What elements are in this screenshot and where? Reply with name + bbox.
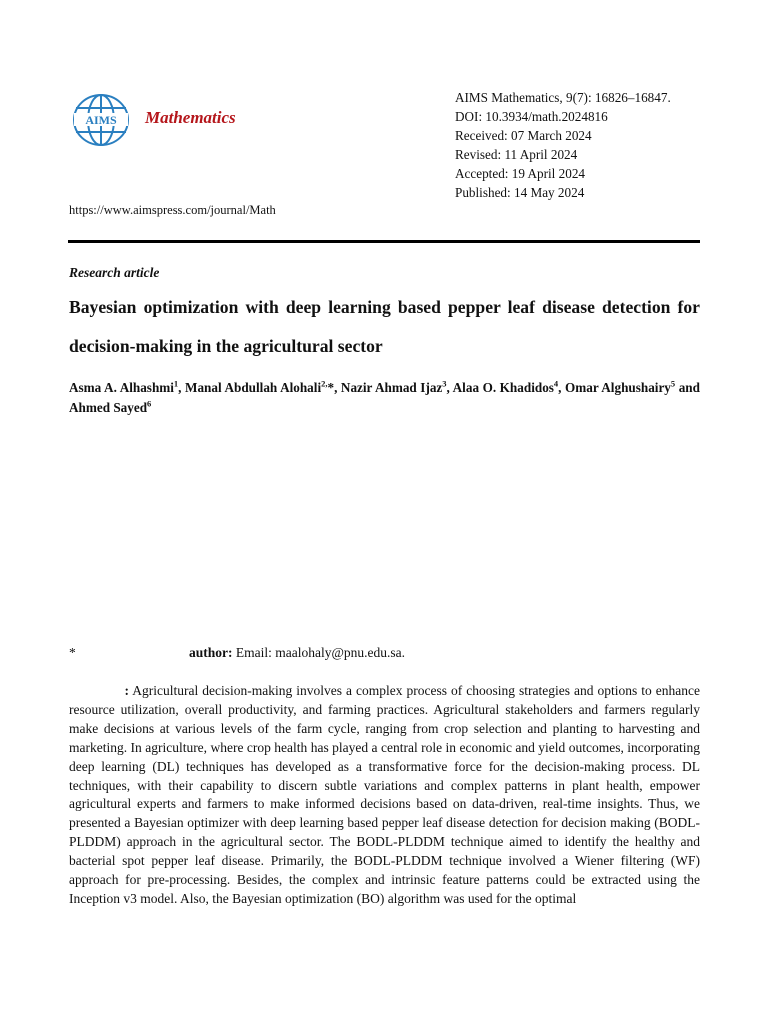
author-name: Omar Alghushairy xyxy=(565,380,671,395)
citation: AIMS Mathematics, 9(7): 16826–16847. xyxy=(455,90,671,105)
journal-name: Mathematics xyxy=(145,108,236,127)
author-name: Nazir Ahmad Ijaz xyxy=(340,380,443,395)
author-affiliation: 1 xyxy=(173,378,179,389)
logo-text: AIMS xyxy=(85,113,117,127)
author-separator: , xyxy=(178,380,186,395)
header-divider xyxy=(68,240,700,243)
abstract-text: Agricultural decision-making involves a complex process of choosing strategies and options to enhance resource utilization, overall productivity, and farming practices. Agricultural stakeholders and farmers regularly make decisions at various levels of the farm cycle, ranging from crop selection and planting to harvesting and marketing. In agriculture, where crop health has played a central role in economic and yield outcomes, incorporating deep learning (DL) techniques has developed as a transformative force for the decision-making process. DL techniques, with their capability to discern subtle variations and complex patterns in plant health, empower agricultural experts and farmers to make informed decisions based on data-driven, real-time insights. Thus, we presented a Bayesian optimizer with deep learning based pepper leaf disease detection for decision making (BODL-PLDDM) approach in the agricultural sector. The BODL-PLDDM technique aimed to identify the healthy and bacterial spot pepper leaf disease. Primarily, the BODL-PLDDM technique involved a Wiener filtering (WF) approach for pre-processing. Besides, the complex and intrinsic feature patterns could be extracted using the Inception v3 model. Also, the Bayesian optimization (BO) algorithm was used for the optimal xyxy=(69,683,700,906)
corresponding-label: author: xyxy=(189,645,233,660)
author-separator: , xyxy=(558,380,566,395)
published-date: Published: 14 May 2024 xyxy=(455,185,585,200)
author-name: Ahmed Sayed xyxy=(69,400,148,415)
article-type: Research article xyxy=(69,265,160,280)
accepted-date: Accepted: 19 April 2024 xyxy=(455,166,586,181)
corresponding-author xyxy=(69,645,700,661)
aims-logo xyxy=(70,92,132,148)
author-affiliation: 3 xyxy=(442,378,447,389)
author-separator: , xyxy=(334,380,341,395)
author-affiliation: 5 xyxy=(670,378,676,389)
revised-date: Revised: 11 April 2024 xyxy=(455,147,578,162)
author-name: Alaa O. Khadidos xyxy=(452,380,554,395)
author-name: Asma A. Alhashmi xyxy=(69,380,174,395)
author-separator: and xyxy=(675,380,700,395)
received-date: Received: 07 March 2024 xyxy=(455,128,592,143)
publication-info xyxy=(455,88,671,202)
author-separator: , xyxy=(446,380,453,395)
abstract xyxy=(69,682,700,909)
author-affiliation: 2, xyxy=(321,378,328,389)
author-affiliation: 6 xyxy=(147,398,152,409)
author-affiliation: 4 xyxy=(553,378,559,389)
abstract-lead: : xyxy=(124,683,129,698)
author-list xyxy=(69,378,700,418)
author-name: Manal Abdullah Alohali xyxy=(185,380,322,395)
corresponding-star: * xyxy=(69,645,76,660)
doi: DOI: 10.3934/math.2024816 xyxy=(455,109,608,124)
corresponding-star: * xyxy=(327,380,335,395)
globe-icon xyxy=(70,92,132,148)
journal-url[interactable]: https://www.aimspress.com/journal/Math xyxy=(69,203,276,217)
corresponding-email[interactable]: Email: maalohaly@pnu.edu.sa. xyxy=(235,645,406,660)
article-title: Bayesian optimization with deep learning based pepper leaf disease detection for decision-making in the agricultural sector xyxy=(69,297,700,356)
